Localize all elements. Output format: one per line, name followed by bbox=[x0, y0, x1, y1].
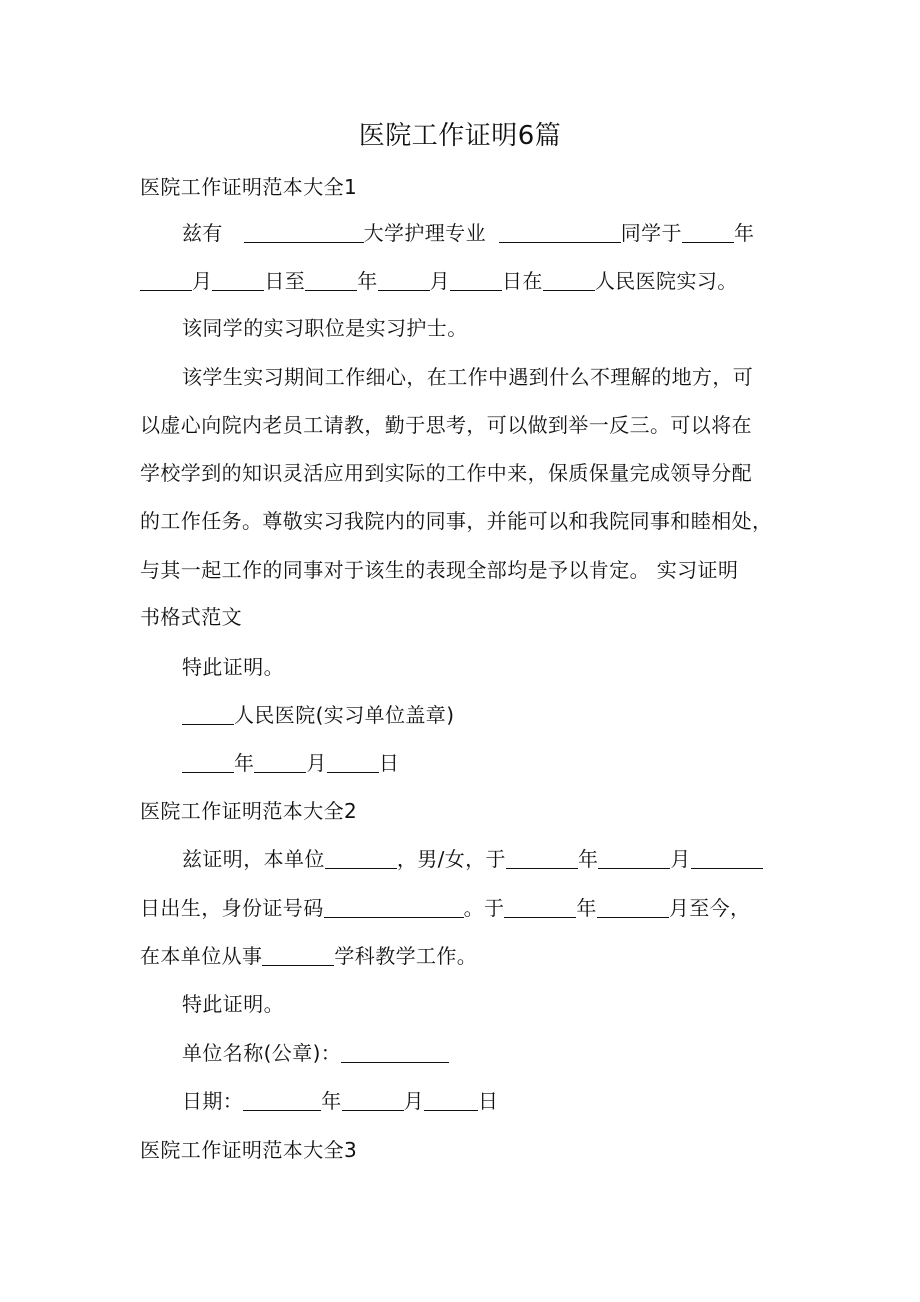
s2-date-line bbox=[182, 1086, 498, 1116]
blank-field bbox=[327, 750, 379, 773]
text: 日 bbox=[378, 751, 400, 775]
blank-field bbox=[342, 1088, 404, 1111]
s1-paragraph-3-line-5: 与其一起工作的同事对于该生的表现全部均是予以肯定。 实习证明 bbox=[140, 558, 739, 582]
blank-field bbox=[243, 1088, 321, 1111]
blank-field bbox=[212, 268, 264, 291]
text: 日期： bbox=[182, 1089, 244, 1113]
text: 月 bbox=[429, 269, 451, 293]
blank-field bbox=[506, 846, 578, 869]
s1-paragraph-3-line-3: 学校学到的知识灵活应用到实际的工作中来，保质保量完成领导分配 bbox=[140, 461, 752, 485]
blank-field bbox=[324, 895, 464, 918]
blank-field bbox=[140, 268, 192, 291]
text: 日 bbox=[478, 1089, 499, 1113]
s2-unit-name-line bbox=[182, 1038, 449, 1068]
text: 年 bbox=[577, 847, 599, 871]
text: 在本单位从事 bbox=[140, 944, 263, 968]
blank-field bbox=[182, 702, 234, 725]
blank-field bbox=[378, 268, 430, 291]
blank-field bbox=[450, 268, 502, 291]
section-2-heading: 医院工作证明范本大全2 bbox=[140, 799, 358, 823]
text: 学科教学工作。 bbox=[334, 944, 478, 968]
text: 大学护理专业 bbox=[363, 221, 486, 245]
blank-field bbox=[325, 846, 397, 869]
s2-paragraph-1-line-1 bbox=[182, 844, 763, 874]
blank-field bbox=[341, 1040, 449, 1063]
document-title: 医院工作证明6篇 bbox=[358, 121, 562, 151]
text: 月 bbox=[192, 269, 213, 293]
section-3-heading: 医院工作证明范本大全3 bbox=[140, 1138, 358, 1162]
blank-field bbox=[682, 220, 734, 243]
text: 日至 bbox=[264, 269, 306, 293]
blank-field bbox=[543, 268, 595, 291]
text: 月 bbox=[306, 751, 327, 775]
s2-paragraph-1-line-3 bbox=[140, 941, 477, 971]
text: 同学于 bbox=[620, 221, 682, 245]
s1-date-line bbox=[182, 748, 399, 778]
s1-paragraph-3-line-4: 的工作任务。尊敬实习我院内的同事，并能可以和我院同事和睦相处， bbox=[140, 509, 773, 533]
s1-paragraph-2: 该同学的实习职位是实习护士。 bbox=[182, 316, 468, 340]
s1-stamp-line bbox=[182, 700, 454, 730]
text: 兹有 bbox=[182, 221, 223, 245]
s2-paragraph-1-line-2 bbox=[140, 893, 750, 923]
blank-field bbox=[424, 1088, 478, 1111]
text: 单位名称(公章)： bbox=[182, 1041, 342, 1065]
text: 人民医院(实习单位盖章) bbox=[234, 703, 455, 727]
blank-field bbox=[691, 846, 763, 869]
s1-closing: 特此证明。 bbox=[182, 655, 284, 679]
text: 年 bbox=[234, 751, 255, 775]
blank-field bbox=[597, 895, 669, 918]
text: 月至今， bbox=[668, 896, 751, 920]
text: 年 bbox=[576, 896, 597, 920]
blank-field bbox=[305, 268, 357, 291]
section-1-heading: 医院工作证明范本大全1 bbox=[140, 175, 358, 199]
s1-paragraph-3-line-2: 以虚心向院内老员工请教，勤于思考，可以做到举一反三。可以将在 bbox=[140, 413, 752, 437]
text: 人民医院实习。 bbox=[594, 269, 738, 293]
s1-paragraph-3-line-1: 该学生实习期间工作细心，在工作中遇到什么不理解的地方，可 bbox=[182, 365, 754, 389]
s1-paragraph-1-line-2 bbox=[140, 266, 738, 296]
text: 年 bbox=[357, 269, 378, 293]
text: 日在 bbox=[502, 269, 543, 293]
text: 。于 bbox=[463, 896, 505, 920]
s1-paragraph-1-line-1 bbox=[182, 218, 754, 248]
blank-field bbox=[244, 220, 364, 243]
text: 月 bbox=[403, 1089, 425, 1113]
text: 日出生，身份证号码 bbox=[140, 896, 324, 920]
text: 月 bbox=[670, 847, 691, 871]
text: 年 bbox=[321, 1089, 342, 1113]
blank-field bbox=[254, 750, 306, 773]
text: ，男/女，于 bbox=[396, 847, 506, 871]
text: 兹证明，本单位 bbox=[182, 847, 325, 871]
blank-field bbox=[182, 750, 234, 773]
s2-closing: 特此证明。 bbox=[182, 992, 284, 1016]
s1-paragraph-3-line-6: 书格式范文 bbox=[140, 605, 242, 629]
text: 年 bbox=[733, 221, 755, 245]
blank-field bbox=[262, 943, 334, 966]
blank-field bbox=[504, 895, 576, 918]
blank-field bbox=[598, 846, 670, 869]
blank-field bbox=[499, 220, 621, 243]
